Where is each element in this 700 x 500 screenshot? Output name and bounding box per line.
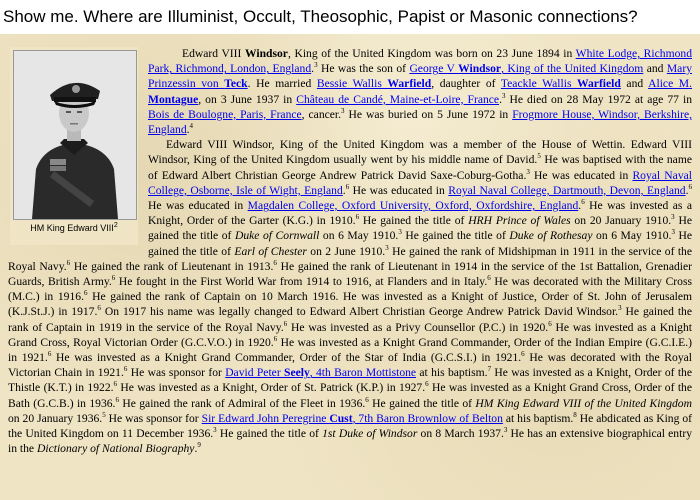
text-run: He gained the title of <box>368 396 476 410</box>
footnote-ref: 3 <box>671 213 675 222</box>
footnote-ref: 6 <box>123 365 128 374</box>
footnote-ref: 6 <box>273 335 278 343</box>
person-or-place-link[interactable]: Château de Candé, Maine-et-Loire, France <box>296 92 500 106</box>
footnote-ref: 5 <box>537 152 541 161</box>
text-run: He was invested as a Privy Counsellor (P.C.) in 1920. <box>287 320 549 334</box>
text-run: on 20 January 1910. <box>570 214 672 228</box>
text-run: He gained the title of <box>401 229 510 243</box>
text-run: He gained the rank of Midshipman in 1911 in the service of the Royal Navy. <box>8 244 692 273</box>
name-bold: Windsor <box>245 47 288 60</box>
person-surname-link[interactable]: Warfield <box>577 77 621 91</box>
person-or-place-link[interactable]: David Peter <box>225 366 285 380</box>
text-run: Edward VIII <box>182 47 245 60</box>
text-run: and <box>643 62 667 76</box>
text-run: On 1917 his name was legally changed to Edward Albert Christian George Andrew Patrick David Windsor. <box>100 305 619 319</box>
text-run: . <box>685 183 689 197</box>
footnote-ref: 3 <box>398 228 402 237</box>
text-run: He gained the title of <box>148 214 692 243</box>
text-run: He was educated in <box>148 199 248 213</box>
text-run: He was baptised with the name of Edward Albert Christian George Andrew Patrick David Saxe-Coburg-Gotha. <box>148 153 692 182</box>
person-or-place-link[interactable]: Teackle Wallis <box>500 77 578 91</box>
person-surname-link[interactable]: Teck <box>224 77 248 91</box>
text-run: on 2 June 1910. <box>306 244 386 258</box>
footnote-ref: 3 <box>213 426 217 435</box>
person-or-place-link[interactable]: Mary Prinzessin von <box>148 62 692 91</box>
person-surname-link[interactable]: Cust <box>329 411 353 425</box>
footnote-ref: 6 <box>273 258 277 267</box>
person-or-place-link[interactable]: Bois de Boulogne, Paris, France <box>148 107 302 121</box>
text-run: and <box>620 77 649 91</box>
person-or-place-link[interactable]: White Lodge, Richmond Park, Richmond, London, England <box>148 47 692 76</box>
text-run: He was educated in <box>349 183 449 197</box>
footnote-ref: 6 <box>97 304 101 313</box>
portrait-caption-text: HM King Edward VIII <box>30 223 114 233</box>
content-area <box>0 34 700 500</box>
text-run: He gained the title of <box>359 214 469 228</box>
person-or-place-link[interactable]: Bessie Wallis <box>316 77 388 91</box>
text-run: He was invested as a Knight Grand Commander, Order of the Indian Empire (G.C.I.E.) in 1921. <box>8 335 692 365</box>
footnote-ref: 3 <box>385 243 389 252</box>
text-run: He was sponsor for <box>105 411 202 425</box>
person-or-place-link[interactable]: Magdalen College, Oxford University, Oxford, Oxfordshire, England <box>247 199 579 213</box>
text-run: He gained the rank of Admiral of the Fleet in 1936. <box>118 396 366 410</box>
text-run: He was decorated with the Royal Victorian Chain in 1921. <box>8 351 692 380</box>
footnote-ref: 5 <box>102 411 106 420</box>
text-run: , King of the United Kingdom was born on 23 June 1894 in <box>287 47 576 60</box>
person-or-place-link[interactable]: , 4th Baron Mottistone <box>309 366 417 380</box>
text-run: He gained the rank of Captain in 1919 in the service of the Royal Navy. <box>8 305 692 334</box>
text-run: on 20 January 1936. <box>8 411 103 425</box>
footnote-ref: 6 <box>365 395 369 404</box>
text-run: . <box>186 123 190 137</box>
footnote-ref: 6 <box>283 319 288 328</box>
text-run: . <box>311 62 315 76</box>
text-run: He abdicated as King of the United Kingdom on 11 December 1936. <box>8 411 692 441</box>
person-surname-link[interactable]: Seely <box>284 366 310 380</box>
text-run: He was sponsor for <box>127 366 226 380</box>
text-run: He was invested as a Knight, Order of St. Patrick (K.P.) in 1927. <box>117 381 426 395</box>
footnote-ref: 6 <box>487 274 491 283</box>
text-run: . <box>499 92 502 106</box>
footnote-ref: 6 <box>581 198 585 207</box>
footnote-ref: 3 <box>314 61 318 70</box>
person-or-place-link[interactable]: Frogmore House, Windsor, Berkshire, England <box>148 107 692 137</box>
footnote-ref: 6 <box>688 182 692 191</box>
text-run: He gained the title of <box>148 229 693 258</box>
text-run: , on 3 June 1937 in <box>198 92 297 106</box>
text-run: He gained the rank of Lieutenant in 1914 in the service of the 1st Battalion, Grenadier Guards, British Army. <box>8 259 692 289</box>
footnote-ref: 6 <box>548 319 552 328</box>
text-run: He was invested as a Knight Grand Cross, Royal Victorian Order (G.C.V.O.) in 1920. <box>8 320 692 349</box>
text-run: on 6 May 1910. <box>319 229 399 243</box>
footnote-ref: 9 <box>197 441 201 450</box>
footnote-ref: 6 <box>425 380 429 389</box>
person-or-place-link[interactable]: , King of the United Kingdom <box>501 62 644 76</box>
footnote-ref: 6 <box>345 182 350 191</box>
text-run: on 8 March 1937. <box>417 427 504 441</box>
title-italic: HM King Edward VIII of the United Kingdom <box>475 396 692 410</box>
text-run: He was the son of <box>317 62 410 76</box>
footnote-ref: 3 <box>501 91 506 100</box>
title-italic: Duke of Cornwall <box>234 229 320 243</box>
footnote-ref: 3 <box>671 228 675 237</box>
portrait-caption-footnote: 2 <box>113 222 118 229</box>
text-run: . <box>342 183 346 197</box>
text-run: at his baptism. <box>416 366 488 380</box>
footnote-ref: 8 <box>573 411 577 420</box>
text-run: He gained the rank of Lieutenant in 1913. <box>70 259 274 273</box>
person-or-place-link[interactable]: Royal Naval College, Dartmouth, Devon, England <box>448 183 686 197</box>
text-run: , daughter of <box>431 77 501 91</box>
footnote-ref: 3 <box>618 304 622 313</box>
person-surname-link[interactable]: Warfield <box>387 77 432 91</box>
footnote-ref: 6 <box>83 289 88 298</box>
footnote-ref: 6 <box>113 380 118 389</box>
text-run: He was invested as a Knight Grand Cross, Order of the Bath (G.C.B.) in 1936. <box>8 381 692 410</box>
text-run: He fought in the First World War from 1914 to 1916, at Flanders and in Italy. <box>115 275 488 289</box>
footnote-ref: 6 <box>521 350 525 359</box>
footnote-ref: 4 <box>189 122 194 131</box>
footnote-ref: 6 <box>355 213 360 222</box>
text-run: He has an extensive biographical entry in the <box>8 427 692 456</box>
text-run: He gained the rank of Captain on 10 March 1916. He was invested as a Knight of Justice, Order of St. John of Jerusalem (K.J.St.J.) in 1917. <box>8 290 692 319</box>
text-run: He was buried on 5 June 1972 in <box>344 107 513 121</box>
biography-text <box>8 46 692 456</box>
footnote-ref: 7 <box>487 365 492 374</box>
footnote-ref: 6 <box>47 350 52 359</box>
footnote-ref: 3 <box>526 167 530 176</box>
person-or-place-link[interactable]: Alice M. <box>648 77 693 91</box>
person-or-place-link[interactable]: Sir Edward John Peregrine <box>201 411 330 425</box>
footnote-ref: 6 <box>115 395 119 404</box>
person-surname-link[interactable]: Windsor <box>458 62 502 76</box>
text-run: , cancer. <box>301 107 342 121</box>
text-run: . <box>194 442 198 456</box>
footnote-ref: 6 <box>66 258 71 267</box>
person-surname-link[interactable]: Montague <box>148 92 199 106</box>
footnote-ref: 3 <box>341 106 345 115</box>
text-run: . <box>578 199 582 213</box>
person-or-place-link[interactable]: , 7th Baron Brownlow of Belton <box>352 411 503 425</box>
person-or-place-link[interactable]: Royal Naval College, Osborne, Isle of Wight, England <box>148 168 692 197</box>
text-run: He was invested as a Knight, Order of the Thistle (K.T.) in 1922. <box>8 366 692 395</box>
title-italic: HRH Prince of Wales <box>468 214 571 228</box>
text-run: . He married <box>247 77 317 91</box>
title-italic: Duke of Rothesay <box>509 229 593 243</box>
text-run: He gained the title of <box>216 427 323 441</box>
footnote-ref: 3 <box>503 426 508 435</box>
title-italic: Earl of Chester <box>234 244 307 258</box>
text-run: He was decorated with the Military Cross (M.C.) in 1916. <box>8 275 692 304</box>
text-run: He was educated in <box>529 168 633 182</box>
person-or-place-link[interactable]: George V <box>409 62 459 76</box>
page-banner: Show me. Where are Illuminist, Occult, Theosophic, Papist or Masonic connections? <box>0 0 700 34</box>
text-run: at his baptism. <box>502 411 574 425</box>
text-run: He was invested as a Knight Grand Commander, Order of the Star of India (G.C.S.I.) in 1921. <box>51 351 522 365</box>
text-run: He was invested as a Knight, Order of the Garter (K.G.) in 1910. <box>148 199 693 228</box>
title-italic: 1st Duke of Windsor <box>322 427 418 441</box>
text-run: on 6 May 1910. <box>592 229 672 243</box>
text-run: He died on 28 May 1972 at age 77 in <box>505 92 692 106</box>
footnote-ref: 6 <box>111 274 116 283</box>
title-italic: Dictionary of National Biography <box>36 442 195 456</box>
text-run: Edward VIII Windsor, King of the United Kingdom was a member of the House of Wettin. Edward VIII Windsor, King of the United Kingdom usually went by his middle name of David. <box>148 138 692 167</box>
